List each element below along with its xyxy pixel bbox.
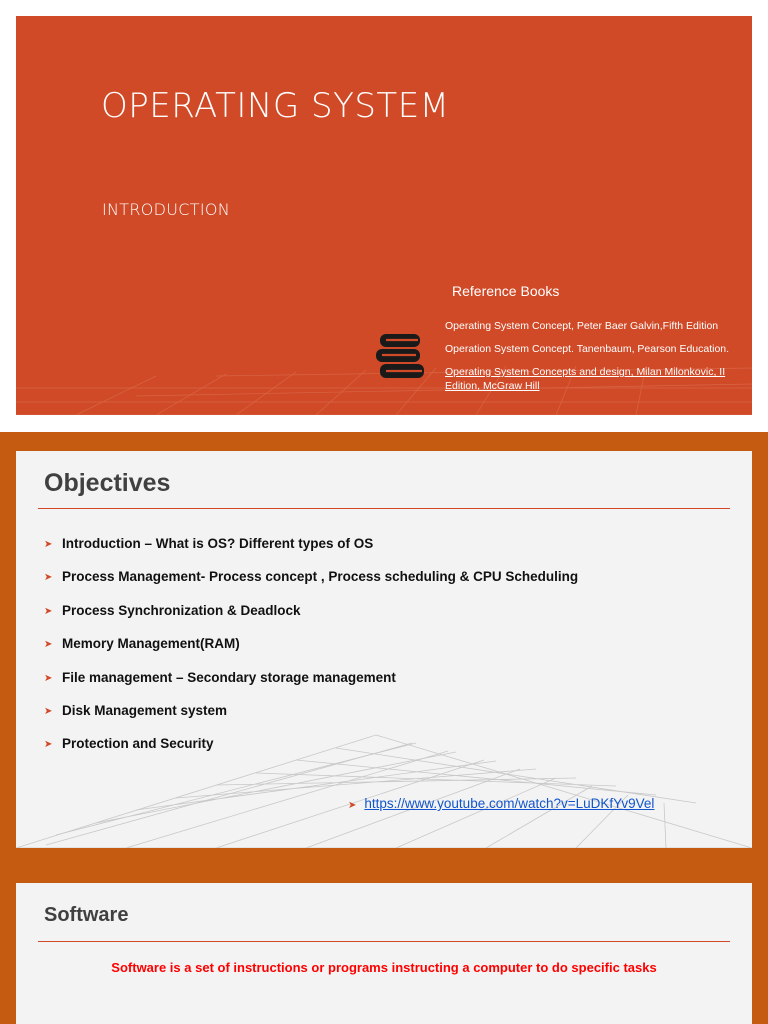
arrow-bullet-icon: ➤ xyxy=(44,672,53,684)
reference-list xyxy=(445,319,741,402)
arrow-bullet-icon: ➤ xyxy=(348,800,357,811)
list-item: ➤ Protection and Security xyxy=(44,735,578,768)
reference-books-heading: Reference Books xyxy=(452,283,560,299)
list-item: ➤ Disk Management system xyxy=(44,702,578,735)
arrow-bullet-icon: ➤ xyxy=(44,572,53,584)
slide-title: Objectives xyxy=(44,469,171,497)
list-item: ➤ Introduction – What is OS? Different types of OS xyxy=(44,535,578,568)
list-item: ➤ File management – Secondary storage management xyxy=(44,669,578,702)
reference-item-link[interactable]: Operating System Concepts and design, Milan Milonkovic, II Edition, McGraw Hill xyxy=(445,366,726,392)
list-item: ➤ Memory Management(RAM) xyxy=(44,635,578,668)
arrow-bullet-icon: ➤ xyxy=(44,605,53,617)
youtube-link[interactable]: https://www.youtube.com/watch?v=LuDKfYv9Vel xyxy=(364,796,655,811)
list-item: ➤ Process Management- Process concept , Process scheduling & CPU Scheduling xyxy=(44,568,578,601)
presentation-title: OPERATING SYSTEM xyxy=(101,86,450,126)
objectives-slide xyxy=(16,451,752,848)
title-divider xyxy=(38,508,730,509)
reference-item: Operating System Concept, Peter Baer Galvin,Fifth Edition xyxy=(445,320,719,332)
video-link-row xyxy=(348,796,654,811)
list-item: ➤ Process Synchronization & Deadlock xyxy=(44,602,578,635)
arrow-bullet-icon: ➤ xyxy=(44,739,53,751)
reference-item: Operation System Concept. Tanenbaum, Pearson Education. xyxy=(445,343,730,355)
slide-title: Software xyxy=(44,904,129,926)
books-icon xyxy=(374,330,428,382)
definition-text: Software is a set of instructions or programs instructing a computer to do specific tasks xyxy=(111,960,657,975)
objectives-list xyxy=(44,535,578,769)
title-divider xyxy=(38,941,730,942)
title-slide xyxy=(16,16,752,415)
software-slide xyxy=(16,883,752,1024)
arrow-bullet-icon: ➤ xyxy=(44,705,53,717)
arrow-bullet-icon: ➤ xyxy=(44,639,53,651)
arrow-bullet-icon: ➤ xyxy=(44,539,53,550)
presentation-subtitle: INTRODUCTION xyxy=(102,200,231,219)
